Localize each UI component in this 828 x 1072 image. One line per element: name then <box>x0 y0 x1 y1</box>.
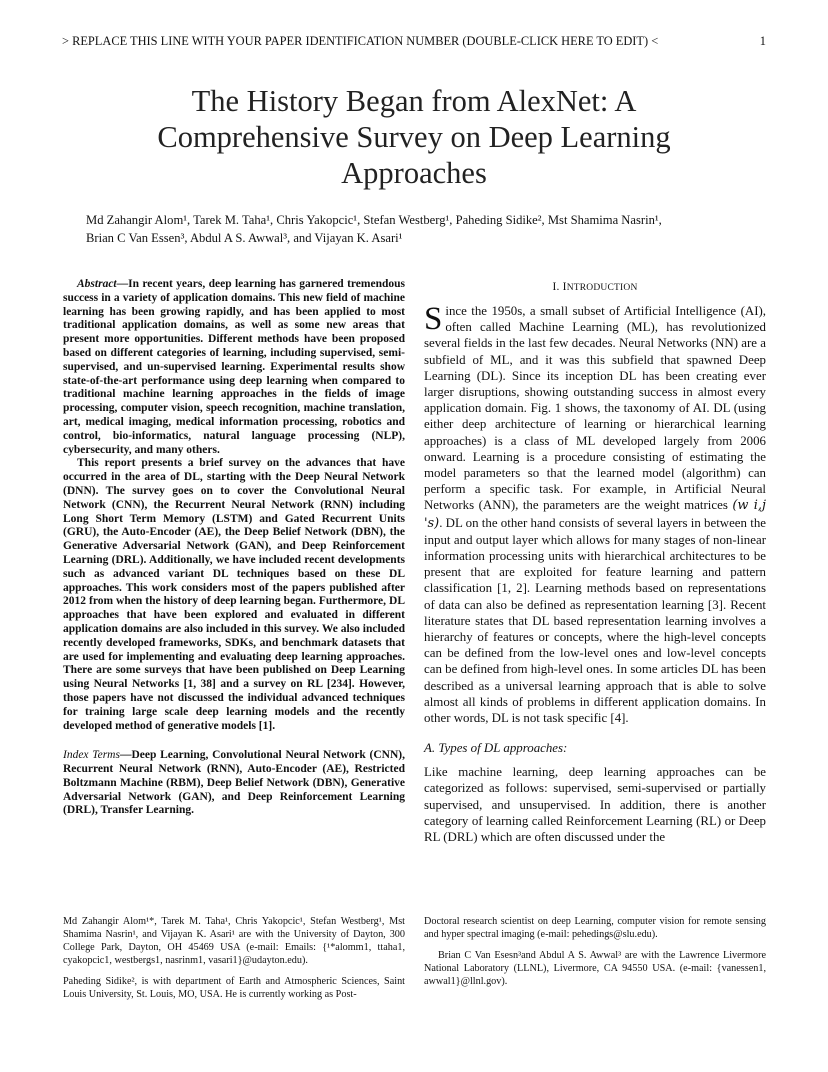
title-line: Comprehensive Survey on Deep Learning <box>157 120 671 154</box>
footnote-llnl: Brian C Van Esesn³and Abdul A S. Awwal³ are with the Lawrence Livermore National Laboratory (LLNL), Livermore, CA 94550 USA. (e-mail: {vanessen1, awwal1}@llnl.gov). <box>424 950 766 987</box>
right-column <box>424 278 766 845</box>
abstract-paragraph: This report presents a brief survey on the advances that have occurred in the area of DL, starting with the Deep Neural Network (DNN). The survey goes on to cover the Convolutional Neural Network (CNN), the Recurrent Neural Network (RNN) including Long Short Term Memory (LSTM) and Gated Recurrent Units (GRU), the Auto-Encoder (AE), the Deep Belief Network (DBN), the Generative Adversarial Network (GAN), and Deep Reinforcement Learning (DRL). Additionally, we have included recent developments such as advanced variant DL techniques based on these DL approaches. This work considers most of the papers published after 2012 from when the history of deep learning began. Furthermore, DL approaches that have been explored and evaluated in different application domains are also included in this survey. We also included recently developed frameworks, SDKs, and benchmark datasets that are used for implementing and evaluating deep learning approaches. There are some surveys that have been published on Deep Learning using Neural Networks [1, 38] and a survey on RL [234]. However, those papers have not discussed the individual advanced techniques for training large scale deep learning models and the recently developed method of generative models [1]. <box>63 457 405 732</box>
left-column <box>63 278 405 818</box>
abstract-lead: Abstract <box>77 278 117 290</box>
drop-cap: S <box>424 301 443 337</box>
section-initial: I <box>562 281 567 293</box>
intro-text-1: ince the 1950s, a small subset of Artificial Intelligence (AI), often called Machine Learning (ML), has revolutionized several fields in the last few decades. Neural Networks (NN) are a subfield of ML, and it was this subfield that spawned Deep Learning (DL). Since its inception DL has been creating ever larger disruptions, showing outstanding success in almost every application domain. Fig. 1 shows, the taxonomy of AI. DL (using either deep architecture of learning or hierarchical learning approaches) is a class of ML developed largely from 2006 onward. Learning is a procedure consisting of estimating the model parameters so that the learned model (algorithm) can perform a specific task. For example, in Artificial Neural Networks (ANN), the parameters are the weight matrices <box>424 304 766 513</box>
section-numeral: I. <box>552 281 560 293</box>
abstract-text: —In recent years, deep learning has garnered tremendous success in a variety of application domains. This new field of machine learning has been growing rapidly, and has been applied to most traditional application domains, as well as some new areas that present more opportunities. Different methods have been proposed based on different categories of learning, including supervised, semi-supervised, and un-supervised learning. Experimental results show state-of-the-art performance using deep learning when compared to traditional machine learning approaches in the fields of image processing, computer vision, speech recognition, machine translation, art, medical imaging, medical information processing, robotics and control, bio-informatics, natural language processing (NLP), cybersecurity, and many others. <box>63 278 405 456</box>
abstract-paragraph <box>63 278 405 457</box>
title-line: Approaches <box>341 156 487 190</box>
section-title-rest: NTRODUCTION <box>566 283 638 293</box>
abstract <box>63 278 405 733</box>
intro-text-2: . DL on the other hand consists of several layers in between the input and output layer which allows for many stages of non-linear information processing units with hierarchical architectures to be present that are exploited for feature learning and pattern classification [1, 2]. Learning methods based on representations of data can also be defined as representation learning [3]. Recent literature states that DL based representation learning involves a hierarchy of features or concepts, where the high-level concepts can be defined from the low-level ones and low-level concepts can be defined from high-level ones. In some articles DL has been described as a universal learning approach that is able to solve almost all kinds of problems in different application domains. In other words, DL is not task specific [4]. <box>424 515 766 726</box>
index-terms <box>63 749 405 818</box>
footnote-right <box>424 915 766 996</box>
footnote-continued: Doctoral research scientist on deep Learning, computer vision for remote sensing and hyper spectral imaging (e-mail: pehedings@slu.edu). <box>424 916 766 940</box>
subsection-paragraph: Like machine learning, deep learning approaches can be categorized as follows: supervised, semi-supervised or partially supervised, and unsupervised. In addition, there is another category of learning called Reinforcement Learning (RL) or Deep RL (DRL) which are often discussed under the <box>424 765 766 845</box>
authors-line: Md Zahangir Alom¹, Tarek M. Taha¹, Chris Yakopcic¹, Stefan Westberg¹, Paheding Sidike², Mst Shamima Nasrin¹, <box>86 213 662 227</box>
math-weights: (w i,j 's) <box>424 498 766 531</box>
section-heading-introduction <box>424 280 766 295</box>
title-line: The History Began from AlexNet: A <box>191 84 637 118</box>
author-list <box>86 211 756 247</box>
index-terms-lead: Index Terms <box>63 749 120 762</box>
paper-title <box>60 83 768 191</box>
footnote-authors: Md Zahangir Alom¹*, Tarek M. Taha¹, Chris Yakopcic¹, Stefan Westberg¹, Mst Shamima Nasrin¹, and Vijayan K. Asari¹ are with the University of Dayton, 300 College Park, Dayton, OH 45469 USA (e-mail: Emails: {¹*alomm1, ttaha1, cyakopcic1, westbergs1, nasrinm1, vasari1}@udayton.edu). <box>63 916 405 966</box>
introduction-paragraph <box>424 303 766 726</box>
footnote-sidike: Paheding Sidike², is with department of Earth and Atmospheric Sciences, Saint Louis University, St. Louis, MO, USA. He is currently working as Post- <box>63 976 405 1000</box>
subsection-heading: A. Types of DL approaches: <box>424 741 568 756</box>
index-terms-text: —Deep Learning, Convolutional Neural Network (CNN), Recurrent Neural Network (RNN), Auto-Encoder (AE), Restricted Boltzmann Machine (RBM), Deep Belief Network (DBN), Generative Adversarial Network (GAN), and Deep Reinforcement Learning (DRL), Transfer Learning. <box>63 749 405 817</box>
header-text: > REPLACE THIS LINE WITH YOUR PAPER IDENTIFICATION NUMBER (DOUBLE-CLICK HERE TO EDIT) < <box>62 34 659 48</box>
authors-line: Brian C Van Essen³, Abdul A S. Awwal³, and Vijayan K. Asari¹ <box>86 231 403 245</box>
footnote-left <box>63 915 405 1009</box>
page-number: 1 <box>759 34 766 48</box>
